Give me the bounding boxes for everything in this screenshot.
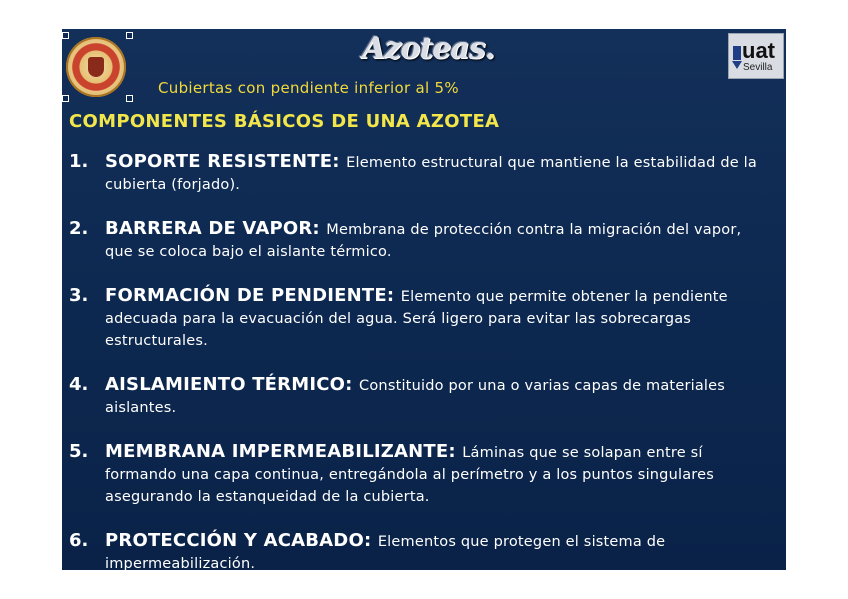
item-description: Elementos que protegen el sistema de impermeabilización.	[105, 534, 666, 570]
logo-subtext: Sevilla	[743, 62, 773, 73]
slide-subtitle: Cubiertas con pendiente inferior al 5%	[158, 79, 459, 97]
selection-handle-top-right[interactable]	[126, 32, 133, 39]
item-number: 2.	[69, 218, 89, 239]
selection-handle-bottom-left[interactable]	[62, 95, 69, 102]
item-term: AISLAMIENTO TÉRMICO:	[105, 374, 360, 395]
item-description: Láminas que se solapan entre sí formando una capa continua, entregándola al perímetro y a los puntos singulares asegurando la estanqueidad de la cubierta.	[105, 445, 715, 505]
list-item	[69, 151, 769, 196]
slide	[62, 29, 786, 570]
university-seal-icon	[66, 37, 126, 97]
section-heading: COMPONENTES BÁSICOS DE UNA AZOTEA	[69, 111, 500, 132]
item-number: 4.	[69, 374, 89, 395]
uat-sevilla-logo	[728, 33, 784, 79]
item-number: 1.	[69, 151, 89, 172]
item-term: FORMACIÓN DE PENDIENTE:	[105, 285, 401, 306]
logo-bar-icon	[733, 46, 741, 60]
item-term: BARRERA DE VAPOR:	[105, 218, 327, 239]
selection-handle-top-left[interactable]	[62, 32, 69, 39]
item-term: MEMBRANA IMPERMEABILIZANTE:	[105, 441, 463, 462]
list-item	[69, 530, 769, 570]
item-description: Membrana de protección contra la migración del vapor, que se coloca bajo el aislante térmico.	[105, 222, 742, 260]
logo-text: uat	[742, 38, 775, 63]
item-term: SOPORTE RESISTENTE:	[105, 151, 347, 172]
slide-title: Azoteas.	[362, 31, 495, 66]
item-number: 3.	[69, 285, 89, 306]
item-description: Elemento estructural que mantiene la estabilidad de la cubierta (forjado).	[105, 155, 757, 193]
logo-arrow-icon	[732, 61, 742, 69]
list-item	[69, 374, 769, 419]
components-list	[69, 151, 769, 570]
selection-handle-bottom-right[interactable]	[126, 95, 133, 102]
list-item	[69, 441, 769, 508]
item-number: 5.	[69, 441, 89, 462]
list-item	[69, 218, 769, 263]
item-description: Elemento que permite obtener la pendiente adecuada para la evacuación del agua. Será ligero para evitar las sobrecargas estructurales.	[105, 289, 728, 349]
item-number: 6.	[69, 530, 89, 551]
list-item	[69, 285, 769, 352]
item-term: PROTECCIÓN Y ACABADO:	[105, 530, 378, 551]
item-description: Constituido por una o varias capas de materiales aislantes.	[105, 378, 726, 416]
